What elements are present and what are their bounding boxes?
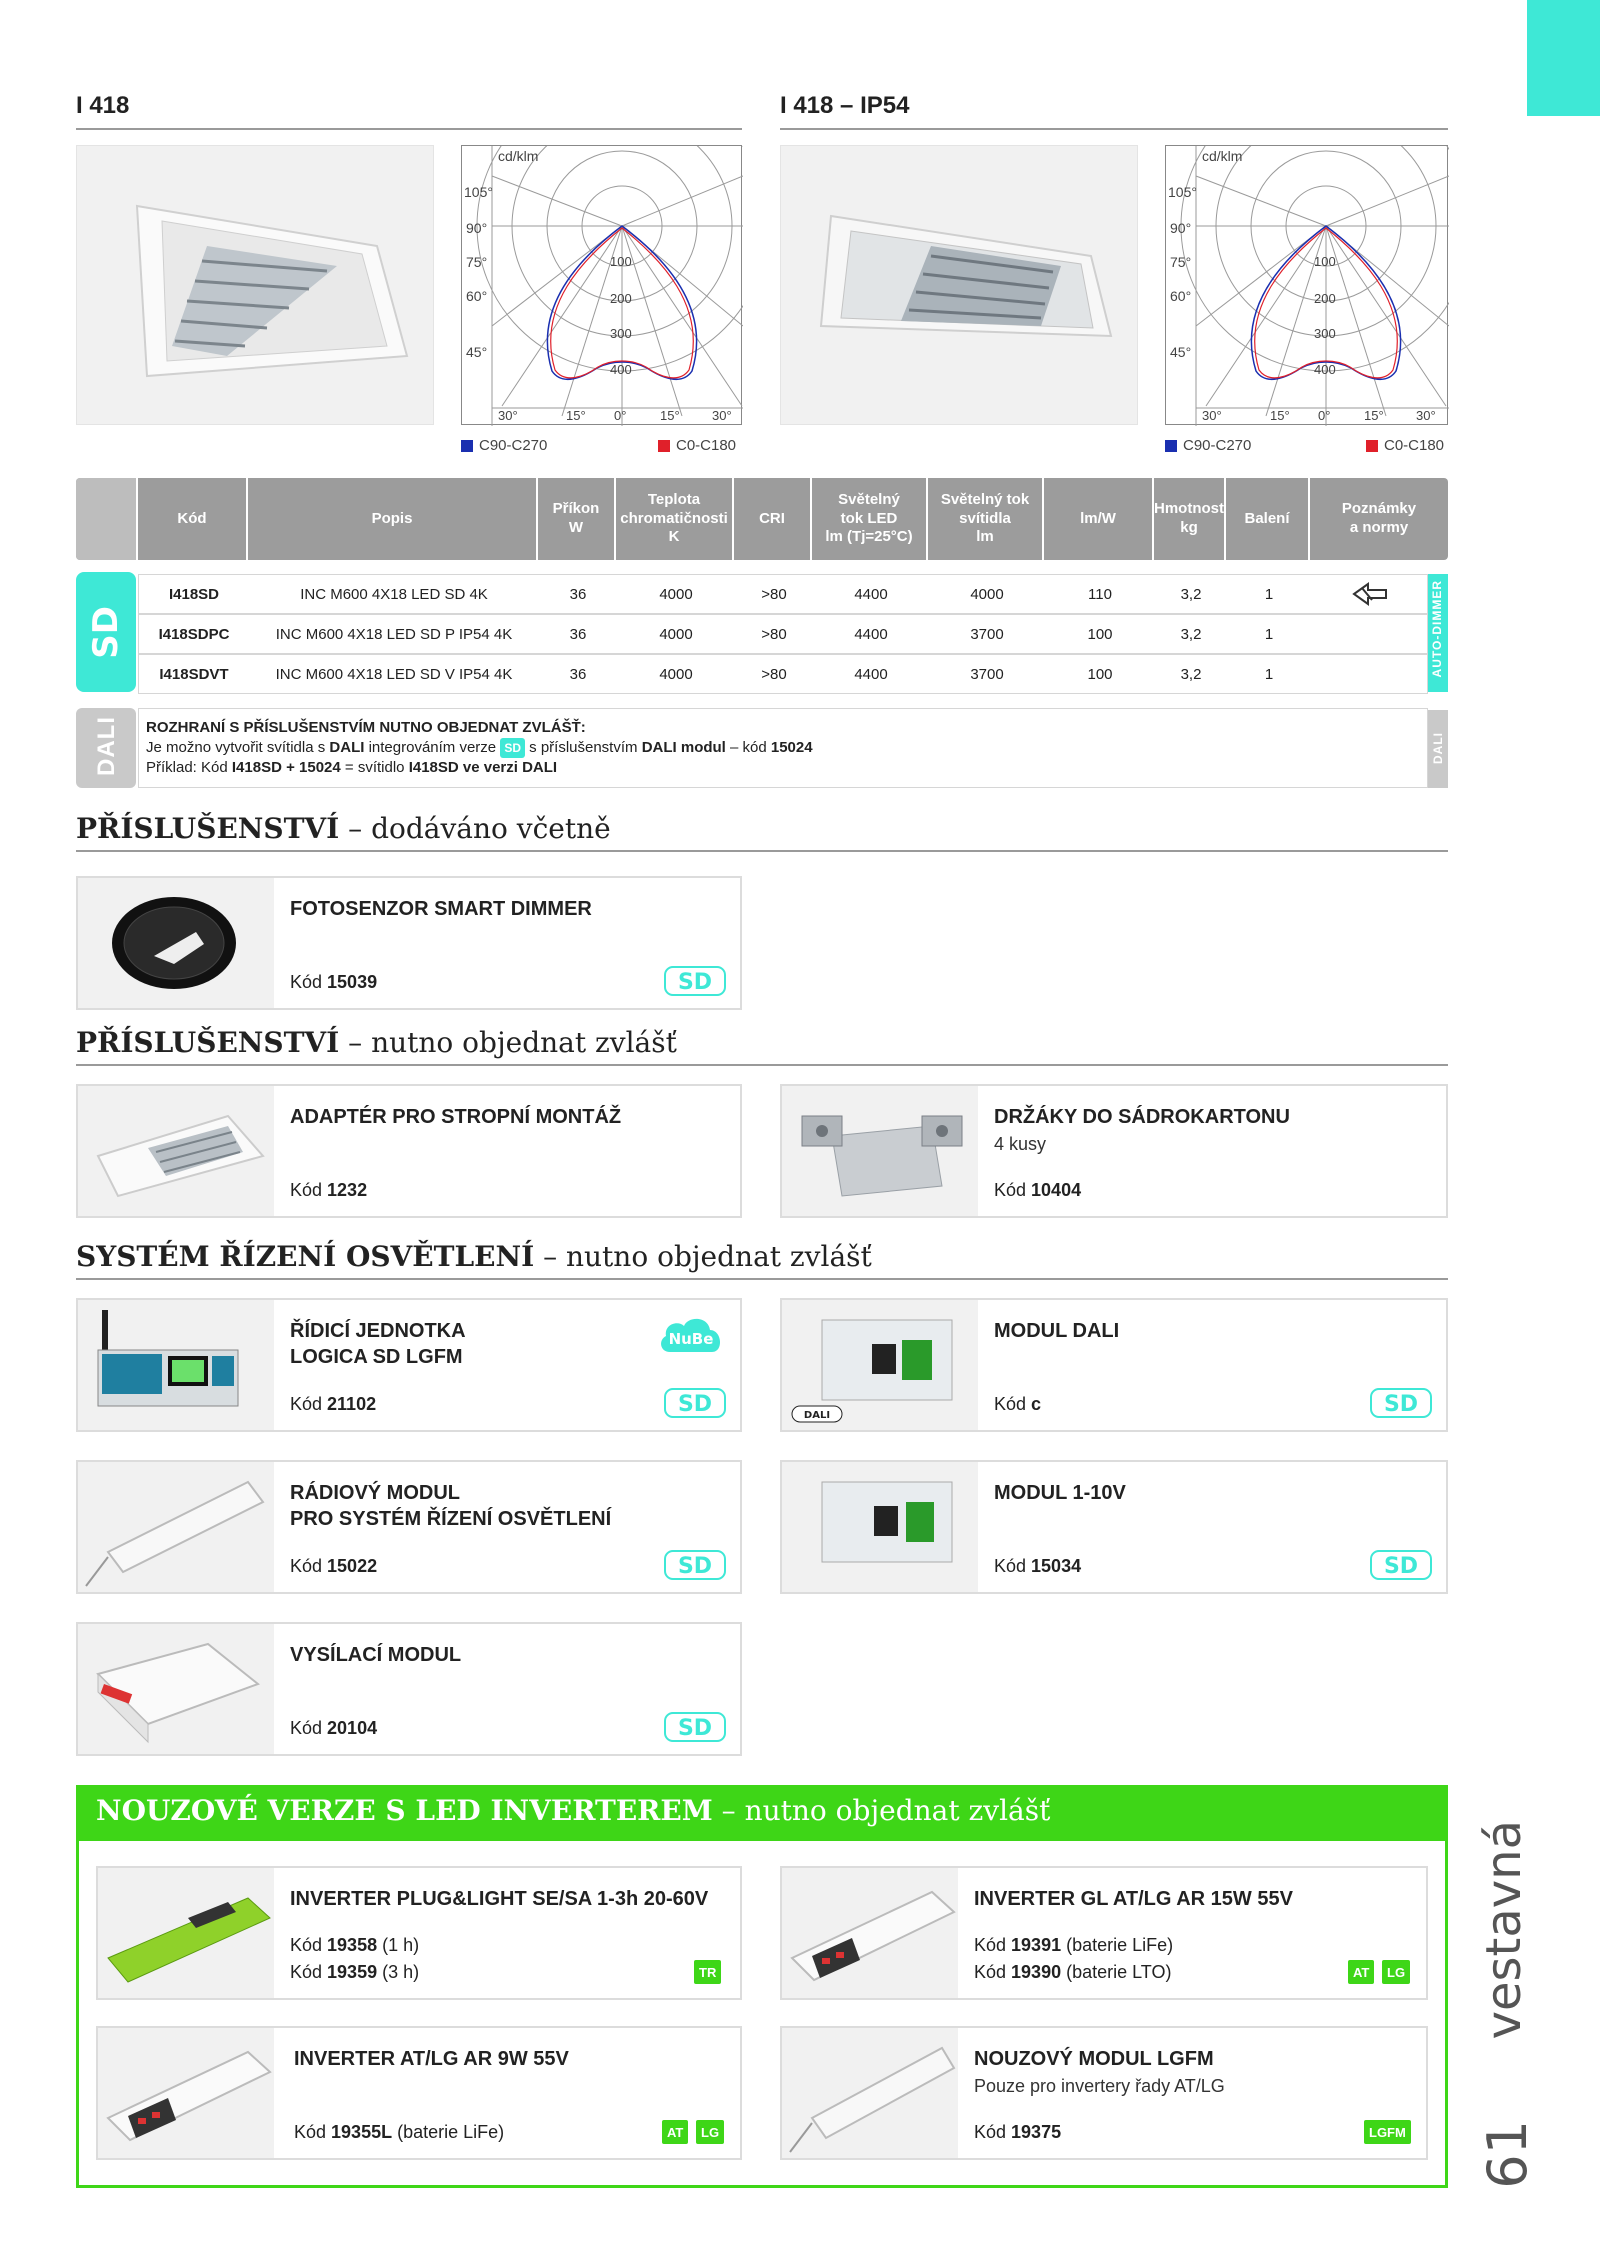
polar-radial: 200 [610, 291, 632, 306]
th-cri: CRI [732, 478, 810, 560]
code-note: (baterie LiFe) [392, 2122, 505, 2142]
card-inverter-plug-light [96, 1866, 742, 2000]
text-bold: DALI modul [641, 739, 726, 756]
dali-note-line2 [146, 738, 813, 758]
sd-logo-text: SD [677, 1392, 713, 1417]
card-inverter-gl [780, 1866, 1428, 2000]
product-photo-i418-ip54 [780, 145, 1138, 425]
code-value: 20104 [327, 1718, 378, 1738]
page-number-text: 61 [1476, 2120, 1539, 2189]
sd-logo-icon [664, 1550, 726, 1580]
inverter-white-image [98, 2028, 274, 2158]
polar-bottom: 15° [660, 408, 680, 423]
sd-logo-text: SD [1383, 1392, 1419, 1417]
card-title [290, 1480, 611, 1532]
cell-desc: INC M600 4X18 LED SD V IP54 4K [275, 665, 513, 683]
tag-lgfm: LGFM [1364, 2120, 1411, 2144]
code-prefix: Kód [994, 1180, 1032, 1200]
card-title: NOUZOVÝ MODUL LGFM [974, 2048, 1214, 2070]
luminaire-image [77, 146, 435, 426]
sd-side-label [76, 572, 136, 692]
table-row [138, 614, 1428, 654]
card-code [290, 1553, 377, 1580]
product-photo-i418 [76, 145, 434, 425]
text-bold: I418SD + 15024 [231, 759, 341, 776]
tag-tr: TR [694, 1960, 721, 1984]
polar-legend-a [1165, 437, 1251, 454]
cell-pack: 1 [1264, 585, 1274, 603]
auto-dimmer-strip [1428, 574, 1448, 692]
cell-temp: 4000 [659, 665, 693, 683]
dali-strip-text: DALI [1431, 732, 1445, 764]
code-prefix: Kód [290, 1556, 328, 1576]
card-photo [78, 1624, 274, 1754]
inverter-green-image [98, 1868, 274, 1998]
dali-strip [1428, 710, 1448, 788]
legend-label: C90-C270 [479, 437, 548, 454]
cell-code: I418SDPC [158, 625, 230, 643]
sd-logo-icon [664, 1388, 726, 1418]
module-1-10v-image [782, 1462, 978, 1592]
cell-temp: 4000 [659, 585, 693, 603]
radio-module-image [78, 1462, 274, 1592]
polar-bottom: 0° [1318, 408, 1331, 423]
dali-note-line1: ROZHRANÍ S PŘÍSLUŠENSTVÍM NUTNO OBJEDNAT ZVLÁŠŤ: [146, 719, 586, 736]
card-subtitle: Pouze pro invertery řady AT/LG [974, 2076, 1225, 2096]
card-title-line: PRO SYSTÉM ŘÍZENÍ OSVĚTLENÍ [290, 1508, 612, 1530]
polar-radial: 200 [1314, 291, 1336, 306]
code-note: (baterie LTO) [1061, 1962, 1172, 1982]
code-note: (1 h) [377, 1935, 420, 1955]
card-code [290, 1932, 419, 1986]
cell-led: 4400 [854, 585, 888, 603]
adapter-image [78, 1086, 274, 1216]
auto-dimmer-text: AUTO-DIMMER [1430, 580, 1444, 678]
sd-logo-icon [1370, 1550, 1432, 1580]
code-value: 21102 [327, 1394, 377, 1414]
card-fotosenzor [76, 876, 742, 1010]
section-title-control-system [76, 1240, 872, 1273]
polar-angle: 45° [466, 344, 488, 360]
card-code [290, 969, 377, 996]
polar-bottom: 30° [1202, 408, 1222, 423]
code-value: 19358 [327, 1935, 378, 1955]
code-value: 10404 [1031, 1180, 1082, 1200]
polar-angle: 105° [1168, 184, 1197, 200]
inverter-white-image [782, 1868, 958, 1998]
card-title: MODUL 1-10V [994, 1482, 1126, 1504]
code-value: 19355L [331, 2122, 393, 2142]
section-rule [76, 1278, 1448, 1280]
dali-logo-text: DALI [803, 1410, 831, 1421]
code-value: 1232 [327, 1180, 368, 1200]
sd-logo-icon [1370, 1388, 1432, 1418]
cell-cri: >80 [761, 665, 787, 683]
code-line [290, 1932, 419, 1959]
code-note: (3 h) [377, 1962, 420, 1982]
polar-legend-b [658, 437, 736, 454]
card-photo [78, 1086, 274, 1216]
card-photo [782, 1868, 958, 1998]
text: = svítidlo [340, 759, 409, 776]
polar-angle: 90° [466, 220, 488, 236]
table-row [138, 654, 1428, 694]
tag-lg: LG [696, 2120, 724, 2144]
legend-label: C90-C270 [1183, 437, 1252, 454]
polar-legend-b [1366, 437, 1444, 454]
card-title: MODUL DALI [994, 1320, 1120, 1342]
polar-radial: 100 [1314, 254, 1336, 269]
polar-bottom: 30° [498, 408, 518, 423]
polar-bottom: 15° [1364, 408, 1384, 423]
polar-legend-a [461, 437, 547, 454]
code-prefix: Kód [974, 1935, 1012, 1955]
polar-radial: 300 [610, 326, 632, 341]
th-desc: Popis [246, 478, 536, 560]
code-prefix: Kód [994, 1394, 1032, 1414]
page-number [1470, 2120, 1540, 2220]
card-title: INVERTER GL AT/LG AR 15W 55V [974, 1888, 1293, 1910]
section-rule [76, 1064, 1448, 1066]
sd-logo-icon [664, 1712, 726, 1742]
section-title-bold: PŘÍSLUŠENSTVÍ [76, 812, 340, 845]
text: Je možno vytvořit svítidla s [146, 739, 330, 756]
code-prefix: Kód [290, 1962, 328, 1982]
nube-cloud-icon [656, 1312, 726, 1356]
th-temp: Teplota chromatičnosti K [614, 478, 732, 560]
sd-logo-text: SD [1383, 1554, 1419, 1579]
cell-watt: 36 [569, 625, 587, 643]
polar-angle: 105° [464, 184, 493, 200]
card-code [974, 2119, 1061, 2146]
card-nouzovy-modul [780, 2026, 1428, 2160]
spec-table-header [76, 478, 1448, 560]
cell-kg: 3,2 [1180, 585, 1202, 603]
card-ridici-jednotka [76, 1298, 742, 1432]
card-title-line: ŘÍDICÍ JEDNOTKA [290, 1320, 466, 1342]
code-value: 19359 [327, 1962, 378, 1982]
cell-pack: 1 [1264, 625, 1274, 643]
section-title-bold: PŘÍSLUŠENSTVÍ [76, 1026, 340, 1059]
dali-side-label [76, 708, 136, 788]
cell-led: 4400 [854, 665, 888, 683]
product-title-i418-ip54: I 418 – IP54 [780, 92, 910, 119]
cell-cri: >80 [761, 585, 787, 603]
dali-note-text [146, 718, 813, 778]
card-photo [98, 1868, 274, 1998]
code-value: 15022 [327, 1556, 378, 1576]
legend-swatch [1165, 440, 1177, 452]
card-photo [782, 2028, 958, 2158]
th-lum-flux: Světelný tok svítidla lm [926, 478, 1042, 560]
card-title: INVERTER AT/LG AR 9W 55V [294, 2048, 569, 2070]
card-photo [98, 2028, 274, 2158]
th-code: Kód [136, 478, 246, 560]
card-title: DRŽÁKY DO SÁDROKARTONU [994, 1106, 1290, 1128]
card-photo [78, 1300, 274, 1430]
legend-swatch [658, 440, 670, 452]
legend-label: C0-C180 [1384, 437, 1445, 454]
header-stub [76, 478, 136, 560]
text-bold: I418SD ve verzi DALI [408, 759, 558, 776]
card-title: VYSÍLACÍ MODUL [290, 1644, 462, 1666]
product-title-i418: I 418 [76, 92, 130, 119]
glow-wire-icon [1311, 575, 1429, 613]
code-prefix: Kód [994, 1556, 1032, 1576]
cell-kg: 3,2 [1180, 625, 1202, 643]
cell-kg: 3,2 [1180, 665, 1202, 683]
card-title-line: RÁDIOVÝ MODUL [290, 1482, 460, 1504]
code-line [974, 1932, 1173, 1959]
dali-module-image [782, 1300, 978, 1430]
sd-logo-text: SD [677, 1554, 713, 1579]
code-prefix: Kód [290, 1935, 328, 1955]
section-title-bold: SYSTÉM ŘÍZENÍ OSVĚTLENÍ [76, 1240, 535, 1273]
card-code [994, 1553, 1081, 1580]
card-code [994, 1177, 1081, 1204]
code-prefix: Kód [290, 1180, 328, 1200]
polar-angle: 60° [466, 288, 488, 304]
cell-cri: >80 [761, 625, 787, 643]
side-word-text: vestavná [1476, 1820, 1532, 2040]
section-title-bold: NOUZOVÉ VERZE S LED INVERTEREM [96, 1794, 713, 1827]
card-title [290, 1318, 466, 1370]
polar-bottom: 30° [1416, 408, 1436, 423]
cell-code: I418SD [168, 585, 220, 603]
card-inverter-at-lg [96, 2026, 742, 2160]
polar-unit: cd/klm [1202, 148, 1243, 164]
card-code [994, 1391, 1041, 1418]
code-value: c [1031, 1394, 1042, 1414]
corner-tab [1527, 0, 1600, 116]
card-radiovy-modul [76, 1460, 742, 1594]
section-title-emergency [96, 1794, 1050, 1827]
title-rule [780, 128, 1448, 130]
card-subtitle: 4 kusy [994, 1134, 1047, 1154]
dali-note-line3 [146, 758, 813, 778]
card-code [294, 2119, 504, 2146]
cell-lum: 3700 [970, 665, 1004, 683]
cell-watt: 36 [569, 585, 587, 603]
section-rule [76, 850, 1448, 852]
polar-radial: 300 [1314, 326, 1336, 341]
section-title-accessories-separate [76, 1026, 677, 1059]
th-watt: Příkon W [536, 478, 614, 560]
emergency-module-image [782, 2028, 958, 2158]
polar-diagram-i418 [461, 145, 742, 425]
section-title-accessories-included [76, 812, 611, 845]
card-photo [782, 1462, 978, 1592]
sd-logo-icon [664, 966, 726, 996]
polar-radial: 400 [1314, 362, 1336, 377]
cell-lum: 3700 [970, 625, 1004, 643]
cell-lmw: 100 [1087, 625, 1113, 643]
cell-led: 4400 [854, 625, 888, 643]
legend-swatch [1366, 440, 1378, 452]
code-prefix: Kód [294, 2122, 332, 2142]
polar-angle: 75° [1170, 254, 1192, 270]
card-vysilaci-modul [76, 1622, 742, 1756]
sd-logo-text: SD [677, 970, 713, 995]
code-prefix: Kód [974, 1962, 1012, 1982]
card-photo [78, 1462, 274, 1592]
cell-lmw: 110 [1088, 585, 1112, 603]
card-modul-dali [780, 1298, 1448, 1432]
flame-arrows-icon [1350, 582, 1390, 606]
polar-bottom: 30° [712, 408, 732, 423]
text: – kód [725, 739, 771, 756]
code-value: 15039 [327, 972, 378, 992]
polar-bottom: 15° [566, 408, 586, 423]
card-code [290, 1177, 367, 1204]
photosensor-image [78, 878, 274, 1008]
legend-label: C0-C180 [676, 437, 737, 454]
sd-logo-text: SD [677, 1716, 713, 1741]
card-title-line: LOGICA SD LGFM [290, 1346, 463, 1368]
text-bold: 15024 [770, 739, 813, 756]
tag-at: AT [1348, 1960, 1374, 1984]
code-value: 19391 [1011, 1935, 1062, 1955]
cell-pack: 1 [1264, 665, 1274, 683]
cell-temp: 4000 [659, 625, 693, 643]
card-title: ADAPTÉR PRO STROPNÍ MONTÁŽ [290, 1106, 622, 1128]
control-unit-image [78, 1300, 274, 1430]
text: integrováním verze [364, 739, 501, 756]
sd-vertical-text: SD [86, 605, 126, 659]
card-code [290, 1715, 377, 1742]
th-pack: Balení [1224, 478, 1308, 560]
bracket-image [782, 1086, 978, 1216]
card-code [974, 1932, 1173, 1986]
text: s příslušenstvím [524, 739, 642, 756]
code-line [974, 1959, 1173, 1986]
polar-bottom: 0° [614, 408, 627, 423]
polar-angle: 90° [1170, 220, 1192, 236]
title-rule [76, 128, 742, 130]
code-value: 19375 [1011, 2122, 1062, 2142]
th-notes: Poznámky a normy [1308, 478, 1448, 560]
code-prefix: Kód [290, 1394, 328, 1414]
section-title-rest: – nutno objednat zvlášť [712, 1794, 1051, 1827]
code-value: 15034 [1031, 1556, 1082, 1576]
text: Příklad: Kód [146, 759, 232, 776]
luminaire-image [781, 146, 1139, 426]
polar-unit: cd/klm [498, 148, 539, 164]
code-line [290, 1959, 419, 1986]
section-title-rest: – nutno objednat zvlášť [534, 1240, 872, 1273]
cell-code: I418SDVT [159, 665, 229, 683]
polar-bottom: 15° [1270, 408, 1290, 423]
cell-desc: INC M600 4X18 LED SD P IP54 4K [275, 625, 513, 643]
cell-lum: 4000 [970, 585, 1004, 603]
nube-text: NuBe [668, 1330, 714, 1348]
text-bold: DALI [329, 739, 365, 756]
polar-angle: 45° [1170, 344, 1192, 360]
cell-desc: INC M600 4X18 LED SD 4K [300, 585, 488, 603]
code-prefix: Kód [974, 2122, 1012, 2142]
card-modul-1-10v [780, 1460, 1448, 1594]
sd-inline-logo: SD [500, 738, 525, 758]
cell-lmw: 100 [1087, 665, 1113, 683]
polar-radial: 400 [610, 362, 632, 377]
th-lmw: lm/W [1042, 478, 1152, 560]
card-title: FOTOSENZOR SMART DIMMER [290, 898, 592, 920]
dali-vertical-text: DALI [93, 716, 120, 776]
transmitter-image [78, 1624, 274, 1754]
card-code [290, 1391, 376, 1418]
tag-at: AT [662, 2120, 688, 2144]
polar-angle: 60° [1170, 288, 1192, 304]
code-note: (baterie LiFe) [1061, 1935, 1174, 1955]
cell-watt: 36 [569, 665, 587, 683]
card-photo [78, 878, 274, 1008]
card-title: INVERTER PLUG&LIGHT SE/SA 1-3h 20-60V [290, 1888, 709, 1910]
th-weight: Hmotnost kg [1152, 478, 1224, 560]
card-photo [782, 1086, 978, 1216]
th-led-flux: Světelný tok LED lm (Tj=25°C) [810, 478, 926, 560]
code-value: 19390 [1011, 1962, 1062, 1982]
card-photo [782, 1300, 978, 1430]
tag-lg: LG [1382, 1960, 1410, 1984]
polar-radial: 100 [610, 254, 632, 269]
section-title-rest: – dodáváno včetně [339, 812, 611, 845]
section-title-rest: – nutno objednat zvlášť [339, 1026, 677, 1059]
table-row [138, 574, 1428, 614]
side-category-word [1470, 1820, 1540, 2060]
legend-swatch [461, 440, 473, 452]
code-prefix: Kód [290, 1718, 328, 1738]
code-prefix: Kód [290, 972, 328, 992]
card-drzaky [780, 1084, 1448, 1218]
polar-angle: 75° [466, 254, 488, 270]
polar-diagram-i418-ip54 [1165, 145, 1448, 425]
card-adapter [76, 1084, 742, 1218]
